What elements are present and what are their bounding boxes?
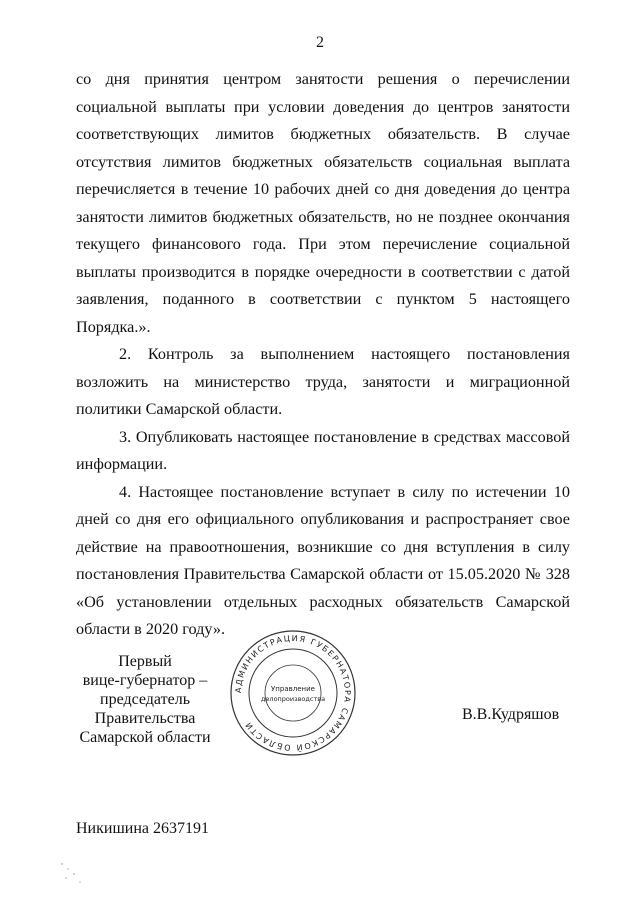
scan-artifact xyxy=(56,860,96,890)
signatory-title-line: председатель Правительства xyxy=(94,691,196,727)
seal-outer-text: АДМИНИСТРАЦИЯ ГУБЕРНАТОРА САМАРСКОЙ ОБЛАСТИ xyxy=(233,633,353,753)
page-number: 2 xyxy=(316,34,324,51)
signatory-title-line: Первый xyxy=(118,653,172,670)
paragraph-4: 4. Настоящее постановление вступает в силу по истечении 10 дней со дня его официального опубликования и распространяет свое действие на правоотношения, возникшие со дня вступления в силу постановления Правительства Самарской области от 15.05.2020 № 328 «Об установлении отдельных расходных обязательств Самарской области в 2020 году». xyxy=(76,482,570,638)
signatory-title xyxy=(60,652,230,747)
paragraph-3: 3. Опубликовать настоящее постановление в средствах массовой информации. xyxy=(76,427,570,473)
paragraph-continuation: со дня принятия центром занятости решения о перечислении социальной выплаты при условии доведения до центров занятости соответствующих лимитов бюджетных обязательств. В случае отсутствия лимитов бюджетных обязательств социальная выплата перечисляется в течение 10 рабочих дней со дня доведения до центра занятости лимитов бюджетных обязательств, но не позднее окончания текущего финансового года. При этом перечисление социальной выплаты производится в порядке очередности в соответствии с датой заявления, поданного в соответствии с пунктом 5 настоящего Порядка.». xyxy=(76,70,570,336)
signatory-title-line: вице-губернатор – xyxy=(82,672,208,689)
paragraph-2: 2. Контроль за выполнением настоящего постановления возложить на министерство труда, занятости и миграционной политики Самарской области. xyxy=(76,345,570,418)
seal-center-line: Управление xyxy=(271,685,315,693)
signatory-title-line: Самарской области xyxy=(79,729,211,746)
official-seal xyxy=(228,628,358,758)
svg-text:АДМИНИСТРАЦИЯ ГУБЕРНАТОРА САМА xyxy=(234,634,352,754)
signatory-name: В.В.Кудряшов xyxy=(462,706,560,723)
seal-center-line: делопроизводства xyxy=(260,695,326,703)
executor-contact: Никишина 2637191 xyxy=(76,820,209,837)
document-body xyxy=(76,66,570,644)
